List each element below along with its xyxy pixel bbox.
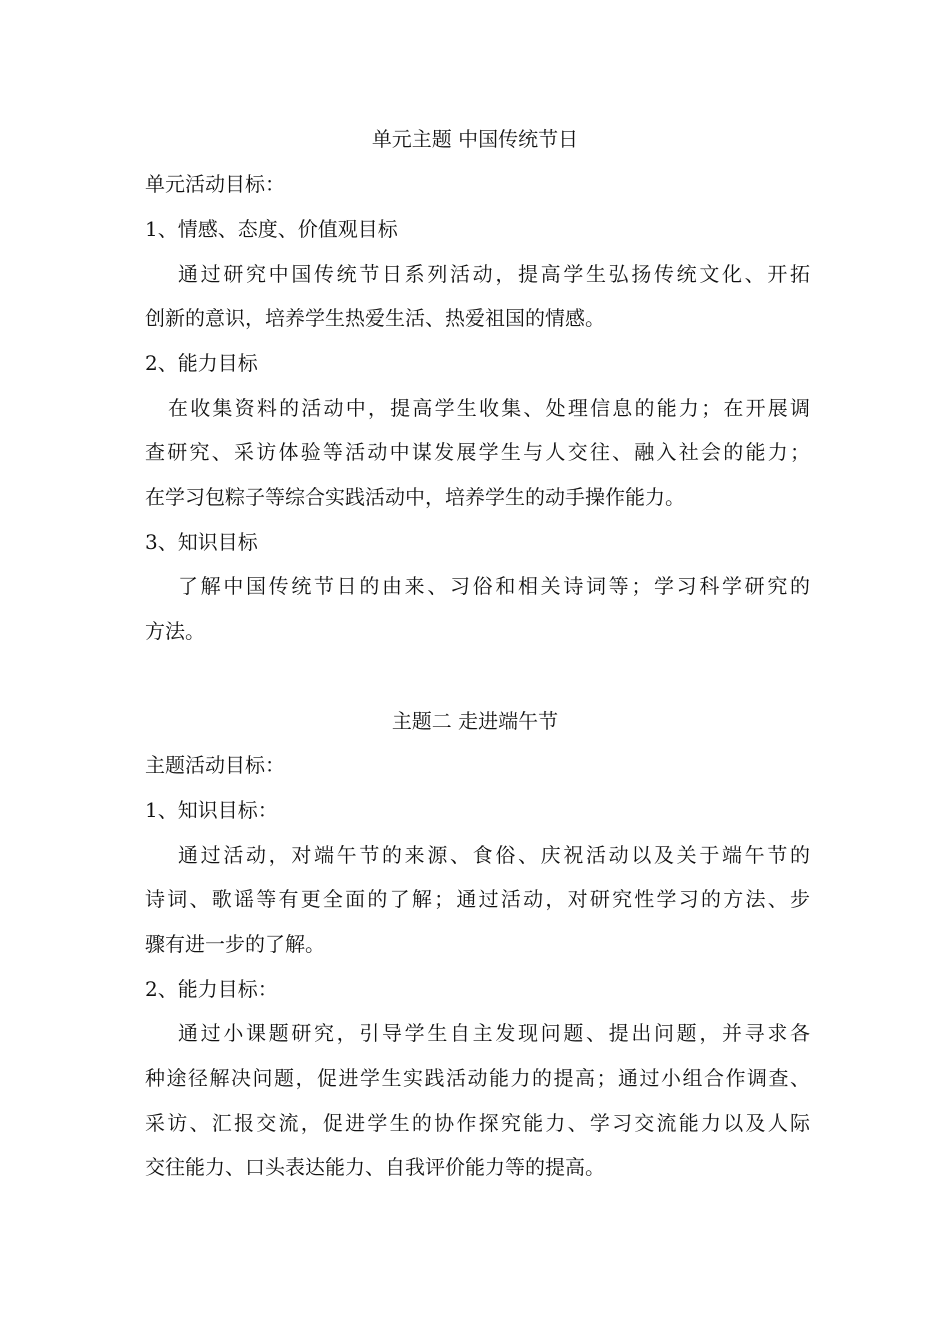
section1-goal2-line: 在学习包粽子等综合实践活动中，培养学生的动手操作能力。 — [145, 485, 685, 509]
section2-title: 主题二 走进端午节 — [391, 709, 559, 733]
section1-title: 单元主题 中国传统节日 — [371, 127, 579, 151]
section2-goal1-heading: 1、知识目标： — [145, 798, 278, 822]
section1-goal2-line: 在收集资料的活动中，提高学生收集、处理信息的能力；在开展调 — [168, 396, 810, 420]
section2-goal2-line: 采访、汇报交流，促进学生的协作探究能力、学习交流能力以及人际 — [145, 1111, 810, 1135]
section1-goal3-line: 方法。 — [145, 619, 205, 643]
section2-goals-heading: 主题活动目标： — [145, 753, 285, 777]
section1-goal2-heading: 2、能力目标 — [145, 351, 258, 375]
section2-goal1-line: 骤有进一步的了解。 — [145, 932, 325, 956]
section1-goals-heading: 单元活动目标： — [145, 172, 285, 196]
section1-goal1-line: 创新的意识，培养学生热爱生活、热爱祖国的情感。 — [145, 306, 605, 330]
section2-goal2-line: 交往能力、口头表达能力、自我评价能力等的提高。 — [145, 1155, 605, 1179]
section2-goal2-line: 种途径解决问题，促进学生实践活动能力的提高；通过小组合作调查、 — [145, 1066, 810, 1090]
section2-goal1-line: 诗词、歌谣等有更全面的了解；通过活动，对研究性学习的方法、步 — [145, 887, 810, 911]
section1-goal1-line: 通过研究中国传统节日系列活动，提高学生弘扬传统文化、开拓 — [178, 262, 810, 286]
section2-goal2-line: 通过小课题研究，引导学生自主发现问题、提出问题，并寻求各 — [178, 1021, 810, 1045]
section2-goal1-line: 通过活动，对端午节的来源、食俗、庆祝活动以及关于端午节的 — [178, 843, 810, 867]
section1-goal3-heading: 3、知识目标 — [145, 530, 258, 554]
section1-goal3-line: 了解中国传统节日的由来、习俗和相关诗词等；学习科学研究的 — [178, 574, 810, 598]
section1-goal1-heading: 1、情感、态度、价值观目标 — [145, 217, 398, 241]
section1-goal2-line: 查研究、采访体验等活动中谋发展学生与人交往、融入社会的能力； — [145, 440, 810, 464]
section2-goal2-heading: 2、能力目标： — [145, 977, 278, 1001]
